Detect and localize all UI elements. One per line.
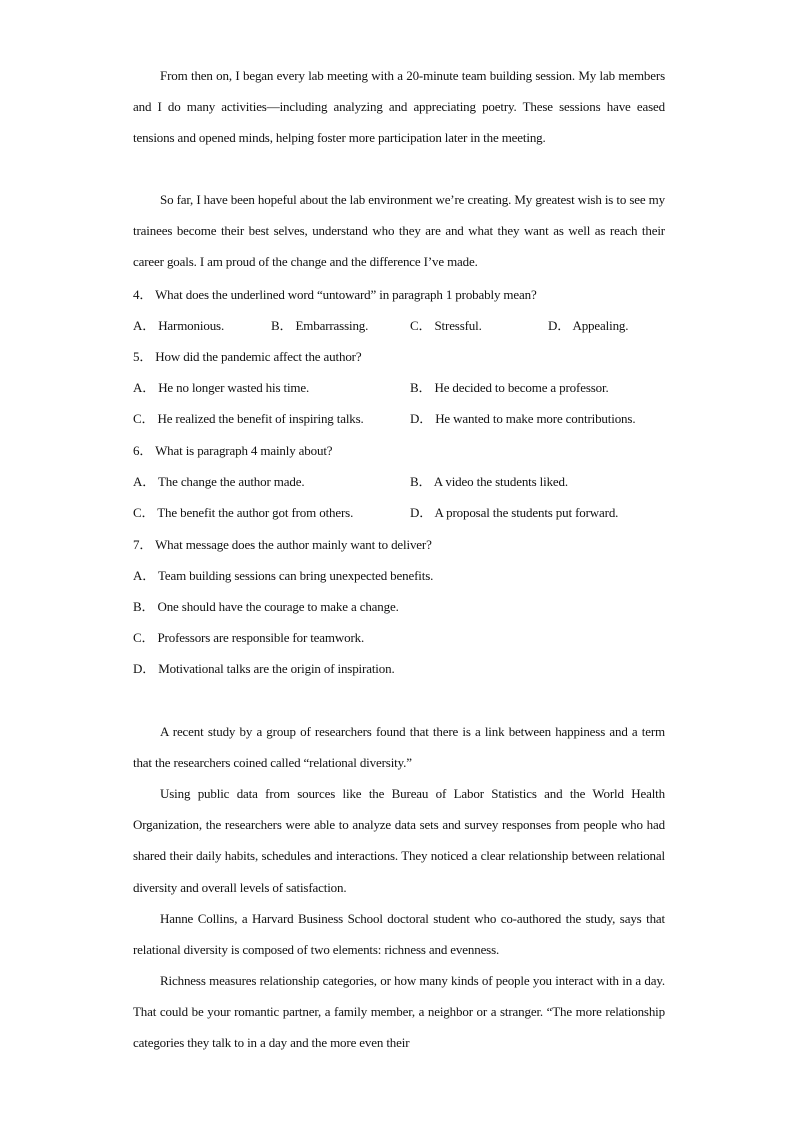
question-4-option-c[interactable]: C． Stressful. (410, 318, 482, 333)
question-6-option-c[interactable]: C． The benefit the author got from others. (133, 505, 354, 520)
passage2-paragraph-3 (133, 903, 665, 965)
passage2-paragraph-1 (133, 716, 665, 778)
question-6-option-b[interactable]: B． A video the students liked. (410, 474, 568, 489)
question-7-option-c[interactable]: C． Professors are responsible for teamwork. (133, 630, 365, 645)
question-5-option-a[interactable]: A． He no longer wasted his time. (133, 380, 310, 395)
passage2-paragraph-4-text: Richness measures relationship categories, or how many kinds of people you interact with in a day. That could be your romantic partner, a family member, a neighbor or a stranger. “The more relationship categories they talk to in a day and the more even their (133, 973, 665, 1051)
passage2-paragraph-1-text: A recent study by a group of researchers found that there is a link between happiness and a term that the researchers coined called “relational diversity.” (133, 724, 665, 771)
question-5-stem: 5． How did the pandemic affect the author? (133, 349, 362, 364)
passage1-paragraph-2 (133, 184, 665, 278)
question-5-option-c[interactable]: C． He realized the benefit of inspiring talks. (133, 411, 364, 426)
question-7-stem: 7． What message does the author mainly want to deliver? (133, 537, 432, 552)
question-7-option-d[interactable]: D． Motivational talks are the origin of inspiration. (133, 661, 395, 676)
passage2-paragraph-4 (133, 965, 665, 1059)
passage1-paragraph-1-text: From then on, I began every lab meeting with a 20-minute team building session. My lab members and I do many activities—including analyzing and appreciating poetry. These sessions have eased tensions and opened minds, helping foster more participation later in the meeting. (133, 68, 665, 146)
passage2-paragraph-2 (133, 778, 665, 903)
question-6-option-a[interactable]: A． The change the author made. (133, 474, 305, 489)
question-6-option-d[interactable]: D． A proposal the students put forward. (410, 505, 619, 520)
passage1-paragraph-2-text: So far, I have been hopeful about the lab environment we’re creating. My greatest wish is to see my trainees become their best selves, understand who they are and what they want as well as reach their career goals. I am proud of the change and the difference I’ve made. (133, 192, 665, 270)
passage1-paragraph-1 (133, 60, 665, 154)
question-7-option-a[interactable]: A． Team building sessions can bring unexpected benefits. (133, 568, 434, 583)
passage2-paragraph-2-text: Using public data from sources like the Bureau of Labor Statistics and the World Health Organization, the researchers were able to analyze data sets and survey responses from people who had shared their daily habits, schedules and interactions. They noticed a clear relationship between relational diversity and overall levels of satisfaction. (133, 786, 665, 895)
question-4-stem: 4． What does the underlined word “untoward” in paragraph 1 probably mean? (133, 287, 537, 302)
question-4-option-b[interactable]: B． Embarrassing. (271, 318, 369, 333)
question-7-option-b[interactable]: B． One should have the courage to make a change. (133, 599, 399, 614)
question-6-stem: 6． What is paragraph 4 mainly about? (133, 443, 333, 458)
question-5-option-b[interactable]: B． He decided to become a professor. (410, 380, 609, 395)
passage2-paragraph-3-text: Hanne Collins, a Harvard Business School doctoral student who co-authored the study, says that relational diversity is composed of two elements: richness and evenness. (133, 911, 665, 958)
question-4-option-d[interactable]: D． Appealing. (548, 318, 629, 333)
question-5-option-d[interactable]: D． He wanted to make more contributions. (410, 411, 636, 426)
question-4-option-a[interactable]: A． Harmonious. (133, 318, 225, 333)
